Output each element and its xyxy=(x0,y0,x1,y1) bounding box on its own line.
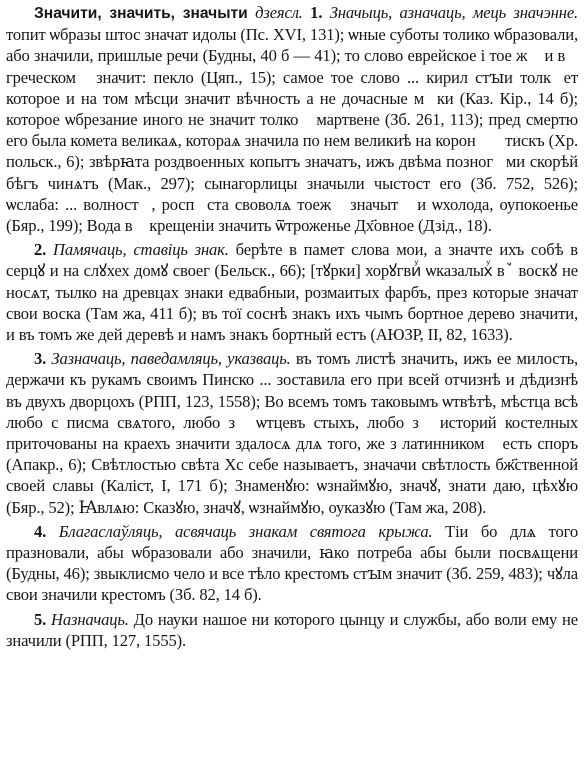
sense-definition: Памячаць, ставіць знак. xyxy=(53,240,229,260)
sense-number: 4. xyxy=(34,521,47,541)
sense-paragraph xyxy=(6,521,578,606)
sense-definition: Назначаць. xyxy=(51,609,129,629)
sense-definition: Благаслаўляць, асвячаць знакам святога крыжа. xyxy=(58,521,433,541)
part-of-speech: дзеясл. xyxy=(255,3,303,22)
sense-citations: въ томъ листѣ значить, ижъ ее милость, держачи къ рукамъ своимъ Пинско ... зоставила его при всей отчизнѣ и дѣдизнѣ въ двухъ дворцохъ (РПП, 123, 1558); Во всемъ томъ таковымъ ѡтвѣтѣ, мѣстца всѣ любо с писма свѧтого, любо зꙷ ѡтцевъ стыхъ, любо зꙷ историй костелных приточованы на краехъ значити здалосѧ длѧ того, же з латинникомꙿ есть споръ (Апакр., 6); Свѣтлостью свѣта Хс себе называетъ, значачи свѣтлость бж҃ственной своей славы (Каліст, I, 171 б); Знаменꙋю: ѡзнаймꙋю, значꙋ, знати даю, цѣхꙋю (Бяр., 52); Ꙗвлѧю: Сказꙋю, значꙋ, ѡзнаймꙋю, оуказꙋю (Там жа, 208). xyxy=(6,349,579,517)
sense-definition: Значыць, азначаць, мець значэнне. xyxy=(329,3,579,22)
sense-paragraph xyxy=(6,609,578,651)
sense-definition: Зазначаць, паведамляць, указваць. xyxy=(51,349,291,369)
headword: Значити, значить, значыти xyxy=(34,5,248,22)
sense-citations: топит ѡбразы штос значат идолы (Пс. XVI, 131); ѡные суботы толико ѡбразовали, або значили, пришлые речи (Будны, 40 б — 41); то слово еврейское і тое жꙷ и вꙿ греческомꙷ значит: пекло (Цяп., 15); самое тое слово ... кирил стꙑи толкꙋет которое и на том мѣсци значит вѣчность а не дочасные мꙋки (Каз. Кір., 14 б); которое ѡбрезание иного не значит толко ꙋмартвене (Зб. 261, 113); пред смертю его была комета великаѧ, котораѧ значила по нем великиѣ на коронꙋ ꙋтискъ (Хр. польск., 6); звѣрꙗта роздвоенных копытъ значатъ, ижъ двѣма позногꙷми скорѣй бѣгъ чинѧтъ (Мак., 297); сынагорлицы значыли чыстост его (Зб. 752, 526); ѡслаба: ... волностꙷ, роспꙋста своволѧ тоежꙷ значытꙷ и ѡхолода, оупокоенье (Бяр., 199); Вода вꙿ крещеніи значить ѿтроженье Дх҃овное (Дзід., 18). xyxy=(6,25,578,236)
sense-citations: Тіи бо длѧ того празновали, абы ѡбразовали або значили, ꙗко потреба абы были посвѧщени (Будны, 46); звыклисмо чело и все тѣло крестомъ стꙑм значит (Зб. 259, 483); чꙋла свои значили крестомъ (Зб. 82, 14 б). xyxy=(6,521,579,605)
sense-number: 1. xyxy=(310,3,323,22)
sense-number: 2. xyxy=(34,240,47,260)
sense-paragraph xyxy=(6,348,578,518)
sense-number: 5. xyxy=(34,609,47,629)
sense-citations: До науки нашое ни которого цынцу и службы, або воли ему не значили (РПП, 127, 1555). xyxy=(6,609,578,650)
dictionary-entry xyxy=(6,2,578,236)
sense-paragraph xyxy=(6,239,578,345)
sense-number: 3. xyxy=(34,349,47,369)
sense-citations: берѣте в памет слова мои, а значте ихъ собѣ в серцꙋ и на слꙋхех домꙋ своег (Бельск., 66); [тꙋрки] хорꙋгвиꙷ ѡказалыхꙷ вꙿ воскꙋ не носѧт, тылко на древцах знаки едвабныи, розмаитых фарбъ, през которые значат свои воска (Там жа, 411 б); въ тої соснѣ знакъ ихъ чымъ бортное дерево значити, и въ томъ же дей деревѣ и намъ знакъ бортный естъ (АЮЗР, II, 82, 1633). xyxy=(6,240,578,345)
